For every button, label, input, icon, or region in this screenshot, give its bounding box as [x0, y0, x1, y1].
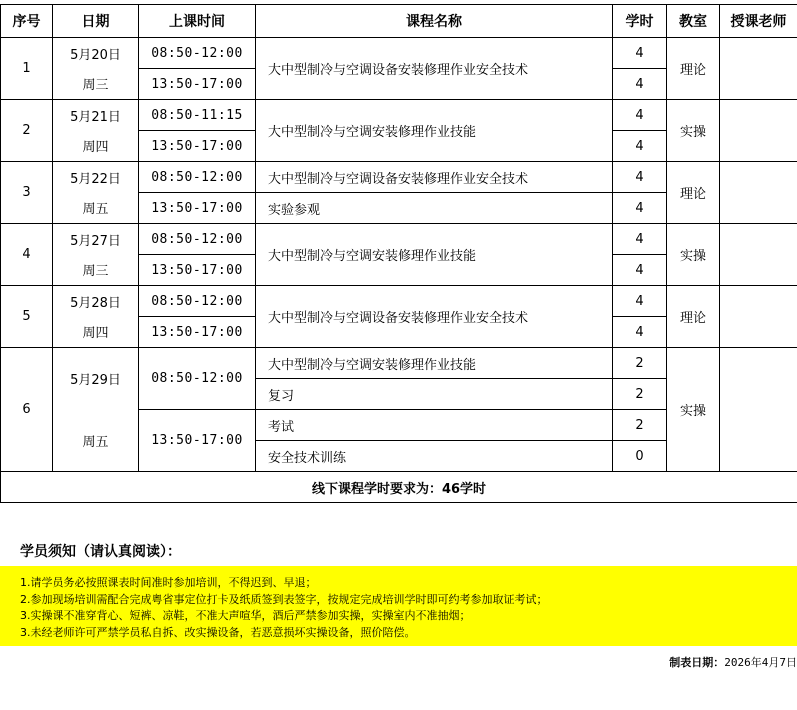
header-hours: 学时 — [613, 5, 667, 38]
row-time-am: 08:50-12:00 — [139, 286, 256, 317]
footer-date-value: 2026年4月7日 — [724, 656, 797, 669]
header-date: 日期 — [53, 5, 139, 38]
table-row — [1, 100, 797, 131]
row-room: 理论 — [667, 286, 720, 348]
row-course-4: 安全技术训练 — [256, 441, 613, 472]
row-no: 4 — [1, 224, 53, 286]
row-weekday: 周三 — [53, 69, 139, 100]
table-row — [1, 224, 797, 255]
row-course-2: 复习 — [256, 379, 613, 410]
row-time-am: 08:50-12:00 — [139, 224, 256, 255]
row-hours-pm: 4 — [613, 193, 667, 224]
row-room: 实操 — [667, 348, 720, 472]
total-hours: 线下课程学时要求为：46学时 — [1, 472, 797, 503]
row-date: 5月29日 — [53, 348, 139, 410]
row-time-pm: 13:50-17:00 — [139, 193, 256, 224]
notice-title: 学员须知（请认真阅读）： — [20, 544, 181, 560]
row-hours-am: 4 — [613, 286, 667, 317]
row-teacher — [720, 224, 797, 286]
footer-date-label: 制表日期： — [669, 656, 725, 669]
row-time-am: 08:50-12:00 — [139, 348, 256, 410]
notice-box — [0, 566, 797, 646]
row-teacher — [720, 38, 797, 100]
row-date: 5月21日 — [53, 100, 139, 131]
row-time-pm: 13:50-17:00 — [139, 69, 256, 100]
row-course-pm: 实验参观 — [256, 193, 613, 224]
table-row — [1, 348, 797, 379]
row-weekday: 周四 — [53, 131, 139, 162]
row-no: 6 — [1, 348, 53, 472]
row-date: 5月20日 — [53, 38, 139, 69]
row-teacher — [720, 100, 797, 162]
row-no: 3 — [1, 162, 53, 224]
row-course-1: 大中型制冷与空调安装修理作业技能 — [256, 348, 613, 379]
row-date: 5月22日 — [53, 162, 139, 193]
row-course: 大中型制冷与空调设备安装修理作业安全技术 — [256, 286, 613, 348]
row-no: 5 — [1, 286, 53, 348]
row-room: 实操 — [667, 224, 720, 286]
notice-item: 1.请学员务必按照课表时间准时参加培训，不得迟到、早退； — [20, 576, 317, 589]
row-time-am: 08:50-12:00 — [139, 162, 256, 193]
header-no: 序号 — [1, 5, 53, 38]
header-room: 教室 — [667, 5, 720, 38]
table-row — [1, 38, 797, 69]
schedule-table — [0, 4, 797, 503]
notice-item: 3.未经老师许可严禁学员私自拆、改实操设备，若恶意损坏实操设备，照价陪偿。 — [20, 625, 416, 639]
row-date: 5月27日 — [53, 224, 139, 255]
row-hours-2: 2 — [613, 379, 667, 410]
notice-item: 3.实操课不准穿背心、短裤、凉鞋，不准大声喧华，酒后严禁参加实操，实操室内不准抽烟； — [20, 609, 471, 622]
row-hours-pm: 4 — [613, 317, 667, 348]
row-course-3: 考试 — [256, 410, 613, 441]
row-room: 理论 — [667, 162, 720, 224]
header-course: 课程名称 — [256, 5, 613, 38]
row-teacher — [720, 162, 797, 224]
row-course-am: 大中型制冷与空调设备安装修理作业安全技术 — [256, 162, 613, 193]
row-hours-pm: 4 — [613, 255, 667, 286]
row-course: 大中型制冷与空调设备安装修理作业安全技术 — [256, 38, 613, 100]
row-hours-am: 4 — [613, 38, 667, 69]
row-room: 实操 — [667, 100, 720, 162]
row-weekday: 周四 — [53, 317, 139, 348]
header-teacher: 授课老师 — [720, 5, 797, 38]
row-hours-pm: 4 — [613, 131, 667, 162]
header-time: 上课时间 — [139, 5, 256, 38]
row-course: 大中型制冷与空调安装修理作业技能 — [256, 224, 613, 286]
row-hours-am: 4 — [613, 162, 667, 193]
row-teacher — [720, 286, 797, 348]
row-time-am: 08:50-11:15 — [139, 100, 256, 131]
row-weekday: 周三 — [53, 255, 139, 286]
notice-item: 2.参加现场培训需配合完成粤省事定位打卡及纸质签到表签字，按规定完成培训学时即可约考参加取证考试； — [20, 592, 548, 606]
row-time-pm: 13:50-17:00 — [139, 255, 256, 286]
footer-date — [669, 654, 797, 670]
row-no: 1 — [1, 38, 53, 100]
row-time-pm: 13:50-17:00 — [139, 410, 256, 472]
row-hours-4: 0 — [613, 441, 667, 472]
row-time-pm: 13:50-17:00 — [139, 317, 256, 348]
row-room: 理论 — [667, 38, 720, 100]
row-hours-am: 4 — [613, 100, 667, 131]
row-course: 大中型制冷与空调安装修理作业技能 — [256, 100, 613, 162]
row-no: 2 — [1, 100, 53, 162]
row-weekday: 周五 — [53, 193, 139, 224]
header-row — [1, 5, 797, 38]
row-weekday: 周五 — [53, 410, 139, 472]
row-hours-pm: 4 — [613, 69, 667, 100]
row-hours-am: 4 — [613, 224, 667, 255]
row-teacher — [720, 348, 797, 472]
row-hours-1: 2 — [613, 348, 667, 379]
row-time-pm: 13:50-17:00 — [139, 131, 256, 162]
table-row — [1, 286, 797, 317]
row-hours-3: 2 — [613, 410, 667, 441]
row-time-am: 08:50-12:00 — [139, 38, 256, 69]
row-date: 5月28日 — [53, 286, 139, 317]
total-row — [1, 472, 797, 503]
table-row — [1, 162, 797, 193]
